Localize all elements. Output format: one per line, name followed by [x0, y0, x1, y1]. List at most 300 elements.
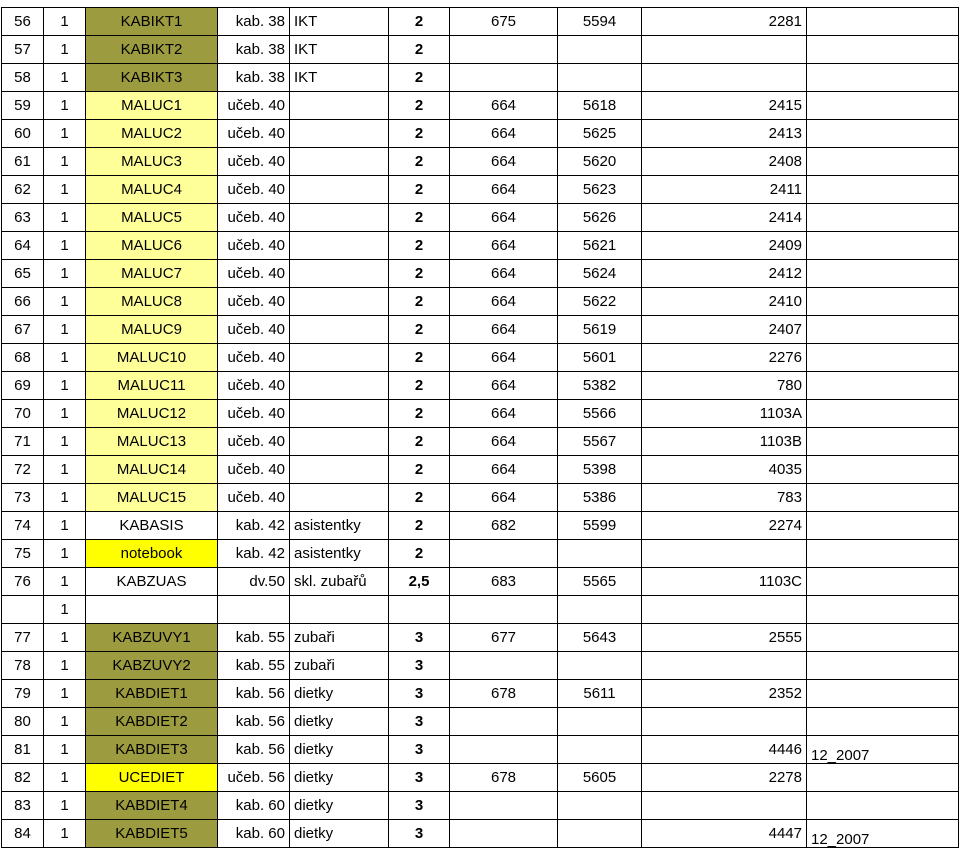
- number-a-cell[interactable]: [450, 736, 558, 764]
- room-cell[interactable]: učeb. 40: [218, 120, 290, 148]
- room-description-cell[interactable]: [290, 484, 389, 512]
- room-description-cell[interactable]: zubaři: [290, 624, 389, 652]
- note-cell[interactable]: [807, 288, 959, 316]
- number-a-cell[interactable]: [450, 540, 558, 568]
- note-cell[interactable]: [807, 764, 959, 792]
- row-number-cell[interactable]: 71: [2, 428, 44, 456]
- row-number-cell[interactable]: 62: [2, 176, 44, 204]
- quantity-cell[interactable]: 1: [44, 148, 86, 176]
- row-number-cell[interactable]: 63: [2, 204, 44, 232]
- number-a-cell[interactable]: [450, 652, 558, 680]
- room-cell[interactable]: [218, 596, 290, 624]
- number-a-cell[interactable]: [450, 792, 558, 820]
- number-a-cell[interactable]: 664: [450, 456, 558, 484]
- floor-cell[interactable]: 2: [389, 288, 450, 316]
- room-cell[interactable]: kab. 38: [218, 8, 290, 36]
- quantity-cell[interactable]: 1: [44, 484, 86, 512]
- floor-cell[interactable]: 3: [389, 764, 450, 792]
- note-cell[interactable]: [807, 148, 959, 176]
- quantity-cell[interactable]: 1: [44, 176, 86, 204]
- note-cell[interactable]: [807, 232, 959, 260]
- room-cell[interactable]: učeb. 40: [218, 456, 290, 484]
- number-a-cell[interactable]: 678: [450, 764, 558, 792]
- number-a-cell[interactable]: 664: [450, 372, 558, 400]
- floor-cell[interactable]: 3: [389, 708, 450, 736]
- number-b-cell[interactable]: 5386: [558, 484, 642, 512]
- number-b-cell[interactable]: 5599: [558, 512, 642, 540]
- quantity-cell[interactable]: 1: [44, 288, 86, 316]
- number-c-cell[interactable]: [642, 708, 807, 736]
- number-a-cell[interactable]: 664: [450, 120, 558, 148]
- room-cell[interactable]: učeb. 56: [218, 764, 290, 792]
- row-number-cell[interactable]: 57: [2, 36, 44, 64]
- note-cell[interactable]: [807, 596, 959, 624]
- note-cell[interactable]: [807, 456, 959, 484]
- row-number-cell[interactable]: 64: [2, 232, 44, 260]
- room-description-cell[interactable]: [290, 120, 389, 148]
- number-a-cell[interactable]: 664: [450, 176, 558, 204]
- quantity-cell[interactable]: 1: [44, 792, 86, 820]
- number-a-cell[interactable]: [450, 596, 558, 624]
- number-b-cell[interactable]: 5620: [558, 148, 642, 176]
- quantity-cell[interactable]: 1: [44, 624, 86, 652]
- room-cell[interactable]: učeb. 40: [218, 92, 290, 120]
- number-b-cell[interactable]: 5619: [558, 316, 642, 344]
- quantity-cell[interactable]: 1: [44, 64, 86, 92]
- room-description-cell[interactable]: [290, 148, 389, 176]
- floor-cell[interactable]: 2: [389, 316, 450, 344]
- number-c-cell[interactable]: [642, 652, 807, 680]
- floor-cell[interactable]: 2: [389, 372, 450, 400]
- number-b-cell[interactable]: [558, 736, 642, 764]
- number-c-cell[interactable]: 2408: [642, 148, 807, 176]
- number-b-cell[interactable]: [558, 652, 642, 680]
- room-cell[interactable]: kab. 60: [218, 820, 290, 848]
- room-cell[interactable]: učeb. 40: [218, 148, 290, 176]
- room-description-cell[interactable]: [290, 400, 389, 428]
- number-a-cell[interactable]: 664: [450, 288, 558, 316]
- room-cell[interactable]: učeb. 40: [218, 428, 290, 456]
- room-cell[interactable]: kab. 55: [218, 624, 290, 652]
- device-code-cell[interactable]: KABIKT1: [86, 8, 218, 36]
- floor-cell[interactable]: 2: [389, 64, 450, 92]
- room-description-cell[interactable]: IKT: [290, 8, 389, 36]
- room-description-cell[interactable]: [290, 176, 389, 204]
- quantity-cell[interactable]: 1: [44, 764, 86, 792]
- floor-cell[interactable]: 2: [389, 512, 450, 540]
- floor-cell[interactable]: 3: [389, 736, 450, 764]
- device-code-cell[interactable]: MALUC12: [86, 400, 218, 428]
- number-b-cell[interactable]: 5601: [558, 344, 642, 372]
- room-cell[interactable]: učeb. 40: [218, 204, 290, 232]
- room-description-cell[interactable]: asistentky: [290, 512, 389, 540]
- quantity-cell[interactable]: 1: [44, 316, 86, 344]
- number-c-cell[interactable]: 1103B: [642, 428, 807, 456]
- room-cell[interactable]: učeb. 40: [218, 288, 290, 316]
- device-code-cell[interactable]: notebook: [86, 540, 218, 568]
- room-description-cell[interactable]: [290, 372, 389, 400]
- number-c-cell[interactable]: 4447: [642, 820, 807, 848]
- number-c-cell[interactable]: 2281: [642, 8, 807, 36]
- row-number-cell[interactable]: [2, 596, 44, 624]
- floor-cell[interactable]: 2: [389, 456, 450, 484]
- floor-cell[interactable]: 3: [389, 652, 450, 680]
- quantity-cell[interactable]: 1: [44, 568, 86, 596]
- row-number-cell[interactable]: 73: [2, 484, 44, 512]
- note-cell[interactable]: [807, 680, 959, 708]
- note-cell[interactable]: [807, 792, 959, 820]
- number-c-cell[interactable]: 2411: [642, 176, 807, 204]
- device-code-cell[interactable]: KABIKT2: [86, 36, 218, 64]
- room-cell[interactable]: kab. 38: [218, 64, 290, 92]
- floor-cell[interactable]: 2: [389, 176, 450, 204]
- room-description-cell[interactable]: [290, 596, 389, 624]
- row-number-cell[interactable]: 75: [2, 540, 44, 568]
- note-cell[interactable]: [807, 400, 959, 428]
- device-code-cell[interactable]: MALUC9: [86, 316, 218, 344]
- device-code-cell[interactable]: KABDIET1: [86, 680, 218, 708]
- room-description-cell[interactable]: [290, 428, 389, 456]
- room-description-cell[interactable]: [290, 204, 389, 232]
- floor-cell[interactable]: 2: [389, 148, 450, 176]
- floor-cell[interactable]: 2: [389, 428, 450, 456]
- room-description-cell[interactable]: [290, 288, 389, 316]
- device-code-cell[interactable]: KABZUVY1: [86, 624, 218, 652]
- room-description-cell[interactable]: [290, 260, 389, 288]
- number-a-cell[interactable]: 664: [450, 400, 558, 428]
- number-b-cell[interactable]: 5594: [558, 8, 642, 36]
- row-number-cell[interactable]: 83: [2, 792, 44, 820]
- number-a-cell[interactable]: 678: [450, 680, 558, 708]
- device-code-cell[interactable]: MALUC14: [86, 456, 218, 484]
- device-code-cell[interactable]: MALUC5: [86, 204, 218, 232]
- number-a-cell[interactable]: 664: [450, 260, 558, 288]
- room-description-cell[interactable]: dietky: [290, 792, 389, 820]
- note-cell[interactable]: [807, 92, 959, 120]
- row-number-cell[interactable]: 61: [2, 148, 44, 176]
- floor-cell[interactable]: 3: [389, 624, 450, 652]
- quantity-cell[interactable]: 1: [44, 820, 86, 848]
- floor-cell[interactable]: 2: [389, 400, 450, 428]
- floor-cell[interactable]: 2: [389, 484, 450, 512]
- row-number-cell[interactable]: 84: [2, 820, 44, 848]
- number-c-cell[interactable]: 2410: [642, 288, 807, 316]
- device-code-cell[interactable]: MALUC4: [86, 176, 218, 204]
- room-cell[interactable]: učeb. 40: [218, 484, 290, 512]
- floor-cell[interactable]: 2: [389, 120, 450, 148]
- note-cell[interactable]: [807, 568, 959, 596]
- row-number-cell[interactable]: 79: [2, 680, 44, 708]
- room-description-cell[interactable]: asistentky: [290, 540, 389, 568]
- number-a-cell[interactable]: 664: [450, 232, 558, 260]
- quantity-cell[interactable]: 1: [44, 512, 86, 540]
- quantity-cell[interactable]: 1: [44, 36, 86, 64]
- number-a-cell[interactable]: 677: [450, 624, 558, 652]
- device-code-cell[interactable]: KABDIET4: [86, 792, 218, 820]
- device-code-cell[interactable]: KABZUVY2: [86, 652, 218, 680]
- note-cell[interactable]: [807, 176, 959, 204]
- device-code-cell[interactable]: KABIKT3: [86, 64, 218, 92]
- device-code-cell[interactable]: MALUC2: [86, 120, 218, 148]
- number-c-cell[interactable]: 2555: [642, 624, 807, 652]
- number-c-cell[interactable]: 2276: [642, 344, 807, 372]
- number-b-cell[interactable]: 5623: [558, 176, 642, 204]
- number-c-cell[interactable]: 1103A: [642, 400, 807, 428]
- room-cell[interactable]: kab. 38: [218, 36, 290, 64]
- number-c-cell[interactable]: [642, 36, 807, 64]
- room-cell[interactable]: učeb. 40: [218, 176, 290, 204]
- quantity-cell[interactable]: 1: [44, 232, 86, 260]
- note-cell[interactable]: [807, 204, 959, 232]
- room-description-cell[interactable]: [290, 456, 389, 484]
- floor-cell[interactable]: 2: [389, 8, 450, 36]
- number-c-cell[interactable]: 780: [642, 372, 807, 400]
- floor-cell[interactable]: 2,5: [389, 568, 450, 596]
- number-b-cell[interactable]: 5621: [558, 232, 642, 260]
- device-code-cell[interactable]: KABDIET5: [86, 820, 218, 848]
- device-code-cell[interactable]: UCEDIET: [86, 764, 218, 792]
- note-cell[interactable]: 12_2007: [807, 736, 959, 764]
- room-description-cell[interactable]: dietky: [290, 708, 389, 736]
- number-a-cell[interactable]: [450, 64, 558, 92]
- row-number-cell[interactable]: 74: [2, 512, 44, 540]
- quantity-cell[interactable]: 1: [44, 372, 86, 400]
- floor-cell[interactable]: 2: [389, 540, 450, 568]
- quantity-cell[interactable]: 1: [44, 652, 86, 680]
- room-description-cell[interactable]: dietky: [290, 680, 389, 708]
- number-c-cell[interactable]: [642, 64, 807, 92]
- number-c-cell[interactable]: 4446: [642, 736, 807, 764]
- device-code-cell[interactable]: MALUC13: [86, 428, 218, 456]
- floor-cell[interactable]: 2: [389, 92, 450, 120]
- number-b-cell[interactable]: [558, 820, 642, 848]
- row-number-cell[interactable]: 72: [2, 456, 44, 484]
- number-b-cell[interactable]: 5618: [558, 92, 642, 120]
- device-code-cell[interactable]: KABZUAS: [86, 568, 218, 596]
- room-cell[interactable]: kab. 42: [218, 540, 290, 568]
- number-c-cell[interactable]: 2415: [642, 92, 807, 120]
- number-b-cell[interactable]: 5611: [558, 680, 642, 708]
- device-code-cell[interactable]: MALUC3: [86, 148, 218, 176]
- row-number-cell[interactable]: 69: [2, 372, 44, 400]
- number-b-cell[interactable]: 5567: [558, 428, 642, 456]
- number-b-cell[interactable]: [558, 540, 642, 568]
- note-cell[interactable]: [807, 120, 959, 148]
- number-c-cell[interactable]: [642, 792, 807, 820]
- note-cell[interactable]: [807, 428, 959, 456]
- number-b-cell[interactable]: 5565: [558, 568, 642, 596]
- room-cell[interactable]: učeb. 40: [218, 372, 290, 400]
- number-a-cell[interactable]: [450, 36, 558, 64]
- note-cell[interactable]: [807, 540, 959, 568]
- number-c-cell[interactable]: 2274: [642, 512, 807, 540]
- quantity-cell[interactable]: 1: [44, 92, 86, 120]
- number-c-cell[interactable]: 1103C: [642, 568, 807, 596]
- quantity-cell[interactable]: 1: [44, 680, 86, 708]
- row-number-cell[interactable]: 77: [2, 624, 44, 652]
- row-number-cell[interactable]: 68: [2, 344, 44, 372]
- room-description-cell[interactable]: dietky: [290, 820, 389, 848]
- number-a-cell[interactable]: 675: [450, 8, 558, 36]
- room-description-cell[interactable]: zubaři: [290, 652, 389, 680]
- note-cell[interactable]: [807, 36, 959, 64]
- note-cell[interactable]: [807, 344, 959, 372]
- number-b-cell[interactable]: 5566: [558, 400, 642, 428]
- device-code-cell[interactable]: KABASIS: [86, 512, 218, 540]
- number-c-cell[interactable]: 4035: [642, 456, 807, 484]
- quantity-cell[interactable]: 1: [44, 344, 86, 372]
- note-cell[interactable]: [807, 8, 959, 36]
- number-b-cell[interactable]: 5624: [558, 260, 642, 288]
- note-cell[interactable]: [807, 260, 959, 288]
- number-a-cell[interactable]: 664: [450, 316, 558, 344]
- row-number-cell[interactable]: 65: [2, 260, 44, 288]
- floor-cell[interactable]: 2: [389, 36, 450, 64]
- number-a-cell[interactable]: 664: [450, 344, 558, 372]
- device-code-cell[interactable]: MALUC10: [86, 344, 218, 372]
- number-b-cell[interactable]: [558, 36, 642, 64]
- number-b-cell[interactable]: 5625: [558, 120, 642, 148]
- quantity-cell[interactable]: 1: [44, 260, 86, 288]
- note-cell[interactable]: [807, 708, 959, 736]
- number-b-cell[interactable]: [558, 708, 642, 736]
- number-c-cell[interactable]: 2413: [642, 120, 807, 148]
- number-b-cell[interactable]: [558, 64, 642, 92]
- note-cell[interactable]: [807, 316, 959, 344]
- room-cell[interactable]: učeb. 40: [218, 232, 290, 260]
- room-cell[interactable]: učeb. 40: [218, 260, 290, 288]
- device-code-cell[interactable]: KABDIET2: [86, 708, 218, 736]
- number-a-cell[interactable]: 664: [450, 484, 558, 512]
- device-code-cell[interactable]: MALUC8: [86, 288, 218, 316]
- row-number-cell[interactable]: 80: [2, 708, 44, 736]
- number-c-cell[interactable]: 2414: [642, 204, 807, 232]
- number-b-cell[interactable]: 5605: [558, 764, 642, 792]
- row-number-cell[interactable]: 82: [2, 764, 44, 792]
- quantity-cell[interactable]: 1: [44, 204, 86, 232]
- number-b-cell[interactable]: [558, 792, 642, 820]
- device-code-cell[interactable]: MALUC1: [86, 92, 218, 120]
- number-b-cell[interactable]: 5626: [558, 204, 642, 232]
- row-number-cell[interactable]: 78: [2, 652, 44, 680]
- floor-cell[interactable]: 2: [389, 204, 450, 232]
- room-cell[interactable]: kab. 56: [218, 736, 290, 764]
- row-number-cell[interactable]: 58: [2, 64, 44, 92]
- row-number-cell[interactable]: 67: [2, 316, 44, 344]
- room-cell[interactable]: kab. 56: [218, 680, 290, 708]
- room-cell[interactable]: kab. 42: [218, 512, 290, 540]
- row-number-cell[interactable]: 76: [2, 568, 44, 596]
- number-a-cell[interactable]: 664: [450, 204, 558, 232]
- device-code-cell[interactable]: KABDIET3: [86, 736, 218, 764]
- quantity-cell[interactable]: 1: [44, 8, 86, 36]
- number-c-cell[interactable]: 2412: [642, 260, 807, 288]
- note-cell[interactable]: [807, 372, 959, 400]
- number-a-cell[interactable]: 682: [450, 512, 558, 540]
- device-code-cell[interactable]: [86, 596, 218, 624]
- room-description-cell[interactable]: [290, 92, 389, 120]
- quantity-cell[interactable]: 1: [44, 400, 86, 428]
- number-a-cell[interactable]: 683: [450, 568, 558, 596]
- note-cell[interactable]: [807, 652, 959, 680]
- floor-cell[interactable]: 2: [389, 260, 450, 288]
- room-description-cell[interactable]: IKT: [290, 64, 389, 92]
- room-description-cell[interactable]: dietky: [290, 736, 389, 764]
- note-cell[interactable]: [807, 64, 959, 92]
- floor-cell[interactable]: 3: [389, 792, 450, 820]
- room-cell[interactable]: kab. 55: [218, 652, 290, 680]
- number-a-cell[interactable]: 664: [450, 92, 558, 120]
- note-cell[interactable]: [807, 512, 959, 540]
- device-code-cell[interactable]: MALUC7: [86, 260, 218, 288]
- note-cell[interactable]: [807, 624, 959, 652]
- number-b-cell[interactable]: [558, 596, 642, 624]
- row-number-cell[interactable]: 66: [2, 288, 44, 316]
- room-cell[interactable]: učeb. 40: [218, 400, 290, 428]
- room-description-cell[interactable]: [290, 232, 389, 260]
- number-c-cell[interactable]: 783: [642, 484, 807, 512]
- room-description-cell[interactable]: IKT: [290, 36, 389, 64]
- quantity-cell[interactable]: 1: [44, 736, 86, 764]
- number-c-cell[interactable]: 2352: [642, 680, 807, 708]
- room-description-cell[interactable]: skl. zubařů: [290, 568, 389, 596]
- number-a-cell[interactable]: [450, 820, 558, 848]
- quantity-cell[interactable]: 1: [44, 120, 86, 148]
- row-number-cell[interactable]: 60: [2, 120, 44, 148]
- row-number-cell[interactable]: 56: [2, 8, 44, 36]
- number-c-cell[interactable]: [642, 540, 807, 568]
- floor-cell[interactable]: 3: [389, 820, 450, 848]
- row-number-cell[interactable]: 81: [2, 736, 44, 764]
- device-code-cell[interactable]: MALUC15: [86, 484, 218, 512]
- note-cell[interactable]: [807, 484, 959, 512]
- quantity-cell[interactable]: 1: [44, 708, 86, 736]
- number-c-cell[interactable]: 2278: [642, 764, 807, 792]
- quantity-cell[interactable]: 1: [44, 540, 86, 568]
- device-code-cell[interactable]: MALUC11: [86, 372, 218, 400]
- number-c-cell[interactable]: [642, 596, 807, 624]
- room-description-cell[interactable]: [290, 344, 389, 372]
- room-cell[interactable]: kab. 60: [218, 792, 290, 820]
- number-c-cell[interactable]: 2409: [642, 232, 807, 260]
- row-number-cell[interactable]: 59: [2, 92, 44, 120]
- floor-cell[interactable]: 2: [389, 344, 450, 372]
- room-description-cell[interactable]: dietky: [290, 764, 389, 792]
- number-a-cell[interactable]: 664: [450, 148, 558, 176]
- room-description-cell[interactable]: [290, 316, 389, 344]
- room-cell[interactable]: učeb. 40: [218, 344, 290, 372]
- quantity-cell[interactable]: 1: [44, 596, 86, 624]
- floor-cell[interactable]: [389, 596, 450, 624]
- number-b-cell[interactable]: 5622: [558, 288, 642, 316]
- number-b-cell[interactable]: 5398: [558, 456, 642, 484]
- number-a-cell[interactable]: 664: [450, 428, 558, 456]
- note-cell[interactable]: 12_2007: [807, 820, 959, 848]
- row-number-cell[interactable]: 70: [2, 400, 44, 428]
- device-code-cell[interactable]: MALUC6: [86, 232, 218, 260]
- floor-cell[interactable]: 2: [389, 232, 450, 260]
- room-cell[interactable]: učeb. 40: [218, 316, 290, 344]
- number-a-cell[interactable]: [450, 708, 558, 736]
- number-c-cell[interactable]: 2407: [642, 316, 807, 344]
- quantity-cell[interactable]: 1: [44, 428, 86, 456]
- quantity-cell[interactable]: 1: [44, 456, 86, 484]
- number-b-cell[interactable]: 5382: [558, 372, 642, 400]
- room-cell[interactable]: kab. 56: [218, 708, 290, 736]
- floor-cell[interactable]: 3: [389, 680, 450, 708]
- number-b-cell[interactable]: 5643: [558, 624, 642, 652]
- room-cell[interactable]: dv.50: [218, 568, 290, 596]
